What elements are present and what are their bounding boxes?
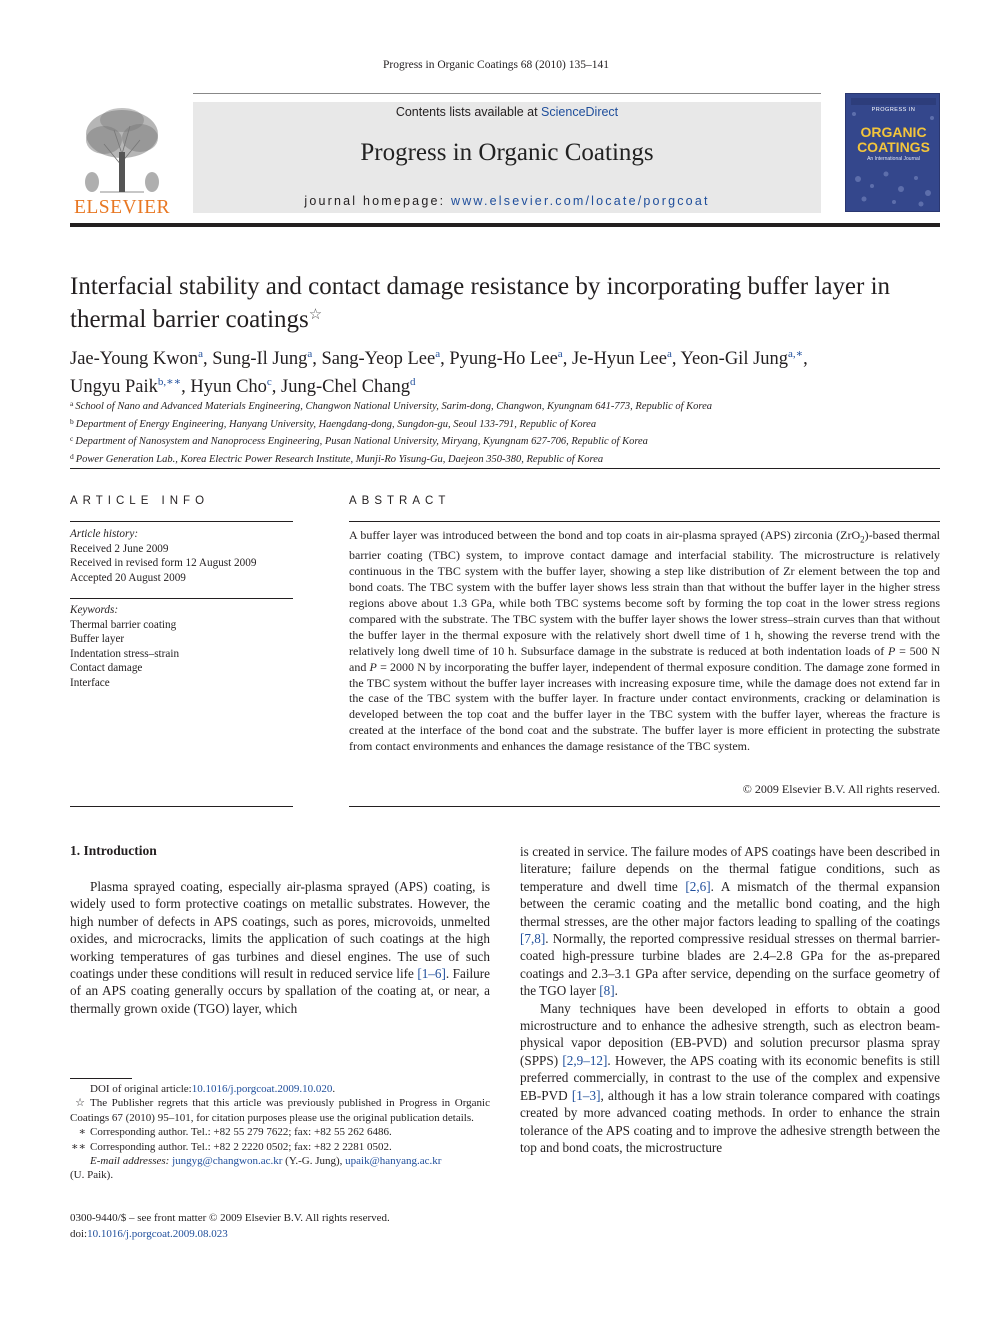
abstract-text [349, 528, 940, 755]
received-date: Received 2 June 2009 [70, 542, 169, 555]
citation-link[interactable]: [2,9–12] [562, 1052, 608, 1068]
abstract-rule-bottom [349, 806, 940, 807]
tree-icon [70, 104, 174, 196]
affiliations [70, 397, 940, 467]
author-name: Jung-Chel Chang [281, 377, 411, 397]
author-affiliation-mark[interactable]: c [266, 376, 272, 388]
text-run: . However, the APS coating with its economic benefits is still preferred commercially, in contrast to the use of the complex and expensive EB-PVD [520, 1052, 940, 1103]
text-run: Plasma sprayed coating, especially air-plasma sprayed (APS) coating, is widely used to form protective coatings on metallic substrates. However, the high number of defects in APS coatings, such as pores, microvoids, unmelted oxides, and microcracks, limits the application of such coatings at the high working temperatures of gas turbines and diesel engines. The use of such coatings under these conditions will result in reduced service life [70, 879, 490, 982]
citation-link[interactable]: [1–3] [571, 1087, 601, 1103]
doi-line [70, 1227, 390, 1243]
revised-date: Received in revised form 12 August 2009 [70, 557, 257, 569]
cover-title-2: COATINGS [857, 139, 930, 155]
doi-label: doi: [70, 1227, 88, 1240]
keyword: Interface [70, 676, 110, 689]
cover-tag: PROGRESS IN [871, 107, 916, 113]
author-list [70, 343, 940, 399]
homepage-link[interactable]: www.elsevier.com/locate/porgcoat [450, 194, 710, 208]
citation-link[interactable]: [8] [599, 983, 615, 999]
masthead-rule [70, 223, 940, 227]
doi-original-note: DOI of original article:10.1016/j.porgcoat.2009.10.020. [90, 1083, 336, 1095]
author-affiliation-mark[interactable]: a [307, 348, 313, 360]
corr2-text: Corresponding author. Tel.: +82 2 2220 0502; fax: +82 2 2281 0502. [90, 1140, 392, 1153]
keyword: Thermal barrier coating [70, 618, 177, 631]
author-separator: , [312, 349, 322, 369]
text-run: . [614, 983, 618, 999]
intro-paragraph-2 [520, 1000, 940, 1157]
history-label: Article history: [70, 528, 139, 540]
journal-title: Progress in Organic Coatings [360, 139, 654, 166]
journal-banner [193, 102, 821, 213]
section-heading-introduction: 1. Introduction [70, 843, 157, 858]
affiliation [70, 397, 940, 415]
keywords-label: Keywords: [70, 604, 119, 616]
footnotes [70, 1082, 490, 1183]
author-name: Pyung-Ho Lee [449, 349, 558, 369]
journal-homepage [193, 194, 821, 208]
author-name: Sang-Yeop Lee [321, 349, 436, 369]
email-label: E-mail addresses: [90, 1155, 170, 1168]
author-separator: , [181, 377, 191, 397]
citation-link[interactable]: [2,6] [685, 878, 711, 894]
affiliation-text: Department of Nanosystem and Nanoprocess Engineering, Pusan National University, Miryang, Kyungnam 627-706, Republic of Korea [75, 436, 648, 447]
corresponding-author-1: ∗ Corresponding author. Tel.: +82 55 279 7622; fax: +82 55 262 6486. [78, 1126, 392, 1139]
banner-top-rule [193, 93, 821, 94]
sciencedirect-link[interactable]: ScienceDirect [541, 105, 619, 119]
citation-link[interactable]: [7,8] [520, 931, 546, 947]
cover-title-1: ORGANIC [860, 124, 927, 140]
doi-link[interactable]: 10.1016/j.porgcoat.2009.08.023 [87, 1227, 228, 1240]
abstract-heading: ABSTRACT [349, 495, 451, 507]
author-name: Je-Hyun Lee [571, 349, 667, 369]
text-run: is created in service. The failure modes of APS coatings have been described in literature; failure depends on the thermal fatigue conditions, such as temperature and dwell time [520, 844, 940, 894]
author-separator: , [271, 377, 282, 397]
author-separator: , [203, 349, 213, 369]
intro-paragraph-1-cont [520, 843, 940, 1000]
intro-paragraph-1 [70, 878, 490, 1017]
abstract-copyright: © 2009 Elsevier B.V. All rights reserved. [742, 782, 940, 796]
keyword: Buffer layer [70, 633, 125, 645]
email-addresses [70, 1154, 490, 1168]
elsevier-logo[interactable] [70, 104, 174, 216]
affiliation-text: Power Generation Lab., Korea Electric Power Research Institute, Munji-Ro Yisung-Gu, Daejeon 350-380, Republic of Korea [75, 453, 604, 465]
author-affiliation-mark[interactable]: a [557, 348, 563, 360]
cover-subtitle: An International Journal [867, 156, 920, 162]
article-history [70, 527, 293, 585]
abstract-part: = 500 N and [349, 643, 940, 674]
article-info-rule-mid [70, 598, 293, 599]
abstract-variable: P [369, 659, 377, 674]
author-affiliation-mark[interactable]: a [435, 348, 441, 360]
corr1-text: Corresponding author. Tel.: +82 55 279 7622; fax: +82 55 262 6486. [90, 1126, 392, 1139]
affiliation [70, 450, 940, 468]
article-title-text: Interfacial stability and contact damage resistance by incorporating buffer layer in thermal barrier coatings [70, 273, 891, 333]
email-link-paik[interactable]: upaik@hanyang.ac.kr [345, 1155, 442, 1168]
email-link-jung[interactable]: jungyg@changwon.ac.kr [172, 1155, 283, 1168]
footnote-rule [70, 1078, 132, 1079]
text-run: , although it has a low strain tolerance compared with coatings created by more advanced coating methods. In order to enhance the strain tolerance of the APS coating and to improve the adhesive strength between the top and bond coats, the microstructure [520, 1087, 941, 1155]
author-affiliation-mark[interactable]: a [666, 348, 672, 360]
author-name: Hyun Cho [190, 377, 267, 397]
author-affiliation-mark[interactable]: b,∗∗ [157, 376, 182, 388]
author-name: Sung-Il Jung [212, 349, 308, 369]
affiliation-text: School of Nano and Advanced Materials Engineering, Changwon National University, Sarim-dong, Changwon, Kyungnam 641-773, Republic of Korea [75, 401, 713, 412]
article-info-rule-bottom [70, 806, 293, 807]
header-divider [70, 468, 940, 469]
author-name: Yeon-Gil Jung [680, 349, 789, 369]
affiliation-mark: c [70, 434, 74, 443]
affiliation-text: Department of Energy Engineering, Hanyang University, Haengdang-dong, Sungdon-gu, Seoul 133-791, Republic of Korea [75, 418, 597, 430]
cover-title [846, 125, 940, 155]
article-info-rule-top [70, 521, 293, 522]
contents-prefix: Contents lists available at [395, 105, 542, 119]
front-matter [70, 1211, 390, 1242]
article-title [70, 272, 940, 334]
affiliation [70, 432, 940, 450]
abstract-part: = 2000 N by incorporating the buffer layer, independent of thermal exposure condition. The damage zone formed in the TBC system without the buffer layer increases with increasing exposure time, while the damage does not extend far in the case of the TBC system with the buffer layer. In fracture under contact environments, cracking or delamination is developed between the top coat and the buffer layer in the TBC system with the buffer layer, whereas the fracture is created at the interface of the bond coat and the substrate. The buffer layer is more efficient in protecting the substrate from contact environments and enhances the damage resistance of the TBC system. [349, 659, 941, 754]
keyword: Contact damage [70, 662, 143, 674]
text-run: . A mismatch of the thermal expansion between the ceramic coating and the metallic bond coating, and the high thermal stresses, are the other major factors leading to spalling of the coatings [520, 878, 940, 929]
author-separator: , [803, 349, 808, 369]
affiliation-mark: a [70, 399, 74, 408]
affiliation [70, 415, 940, 433]
abstract-part: A buffer layer was introduced between the bond and top coats in air-plasma sprayed (APS) zirconia (ZrO [349, 528, 861, 542]
author-separator: , [562, 349, 572, 369]
affiliation-mark: d [70, 451, 74, 461]
keyword: Indentation stress–strain [70, 647, 180, 660]
intro-right-column [520, 843, 940, 1156]
email1-owner: (Y.-G. Jung), [282, 1155, 346, 1168]
elsevier-wordmark: ELSEVIER [73, 197, 171, 218]
contents-line [193, 105, 821, 119]
title-footnote-mark[interactable]: ☆ [308, 307, 323, 323]
abstract-rule-top [349, 521, 940, 522]
abstract-subscript: 2 [860, 534, 865, 545]
text-run: . Failure of an APS coating generally occurs by spallation of the coating at, or near, a thermally grown oxide (TGO) layer, which [70, 966, 490, 1016]
star-footnote [70, 1096, 490, 1125]
affiliation-mark: b [70, 416, 74, 426]
abstract-variable: P [888, 643, 896, 658]
author-name: Jae-Young Kwon [70, 349, 199, 369]
abstract-part: )-based thermal barrier coating (TBC) system, to improve contact damage and interfacial stability. The microstructure is relatively continuous in the TBC system with the buffer layer, showing a step like distribution of Zr element between the top and bond coats. The TBC system with the buffer layer shows less strain than that without the buffer layer in the higher stress regions above about 1.3 GPa, while both TBC systems become soft by forming the top coat in the lower stress regions compared with the substrate. The TBC system with the buffer layer shows the lower stress–strain curves than that without the buffer layer in the thermal exposure with the relatively short dwell time of 1 h, showing the reverse trend with the relatively long dwell time of 10 h. Subsurface damage in the substrate is reduced at both indentation loads of [349, 528, 940, 658]
star-mark: ☆ [75, 1097, 85, 1110]
keywords [70, 603, 293, 690]
citation-link[interactable]: [1–6] [417, 966, 446, 982]
text-run: . Normally, the reported compressive residual stresses on thermal barrier-coated high-pressure turbine blades are 2.4–2.8 GPa for the as-prepared coatings and 2.3–3.1 GPa after service, depending on the surface geometry of the TGO layer [520, 931, 940, 999]
intro-left-column [70, 878, 490, 1017]
author-affiliation-mark[interactable]: a [198, 348, 204, 360]
homepage-prefix: journal homepage: [304, 194, 451, 208]
accepted-date: Accepted 20 August 2009 [70, 571, 186, 584]
article-info-heading: ARTICLE INFO [70, 495, 210, 507]
running-head: Progress in Organic Coatings 68 (2010) 135–141 [383, 59, 609, 71]
corresponding-author-2: ∗∗ Corresponding author. Tel.: +82 2 2220 0502; fax: +82 2 2281 0502. [71, 1140, 392, 1153]
author-separator: , [671, 349, 681, 369]
author-separator: , [440, 349, 450, 369]
doi-original-label: DOI of original article: [90, 1083, 192, 1095]
author-name: Ungyu Paik [70, 377, 158, 397]
star-note-text: The Publisher regrets that this article was previously published in Progress in Organic Coatings 67 (2010) 95–101, for citation purposes please use the original publication details. [70, 1097, 490, 1124]
author-affiliation-mark[interactable]: a,∗ [788, 348, 804, 360]
doi-original-link[interactable]: 10.1016/j.porgcoat.2009.10.020 [191, 1083, 333, 1095]
email2-owner: (U. Paik). [70, 1169, 114, 1182]
issn-line: 0300-9440/$ – see front matter © 2009 Elsevier B.V. All rights reserved. [70, 1212, 390, 1224]
author-affiliation-mark[interactable]: d [410, 376, 416, 388]
journal-cover[interactable] [845, 93, 940, 212]
text-run: Many techniques have been developed in efforts to obtain a good microstructure and to enhance the adhesive strength, such as electron beam-physical vapor deposition (EB-PVD) and solution precursor plasma spray (SPPS) [520, 1000, 940, 1068]
